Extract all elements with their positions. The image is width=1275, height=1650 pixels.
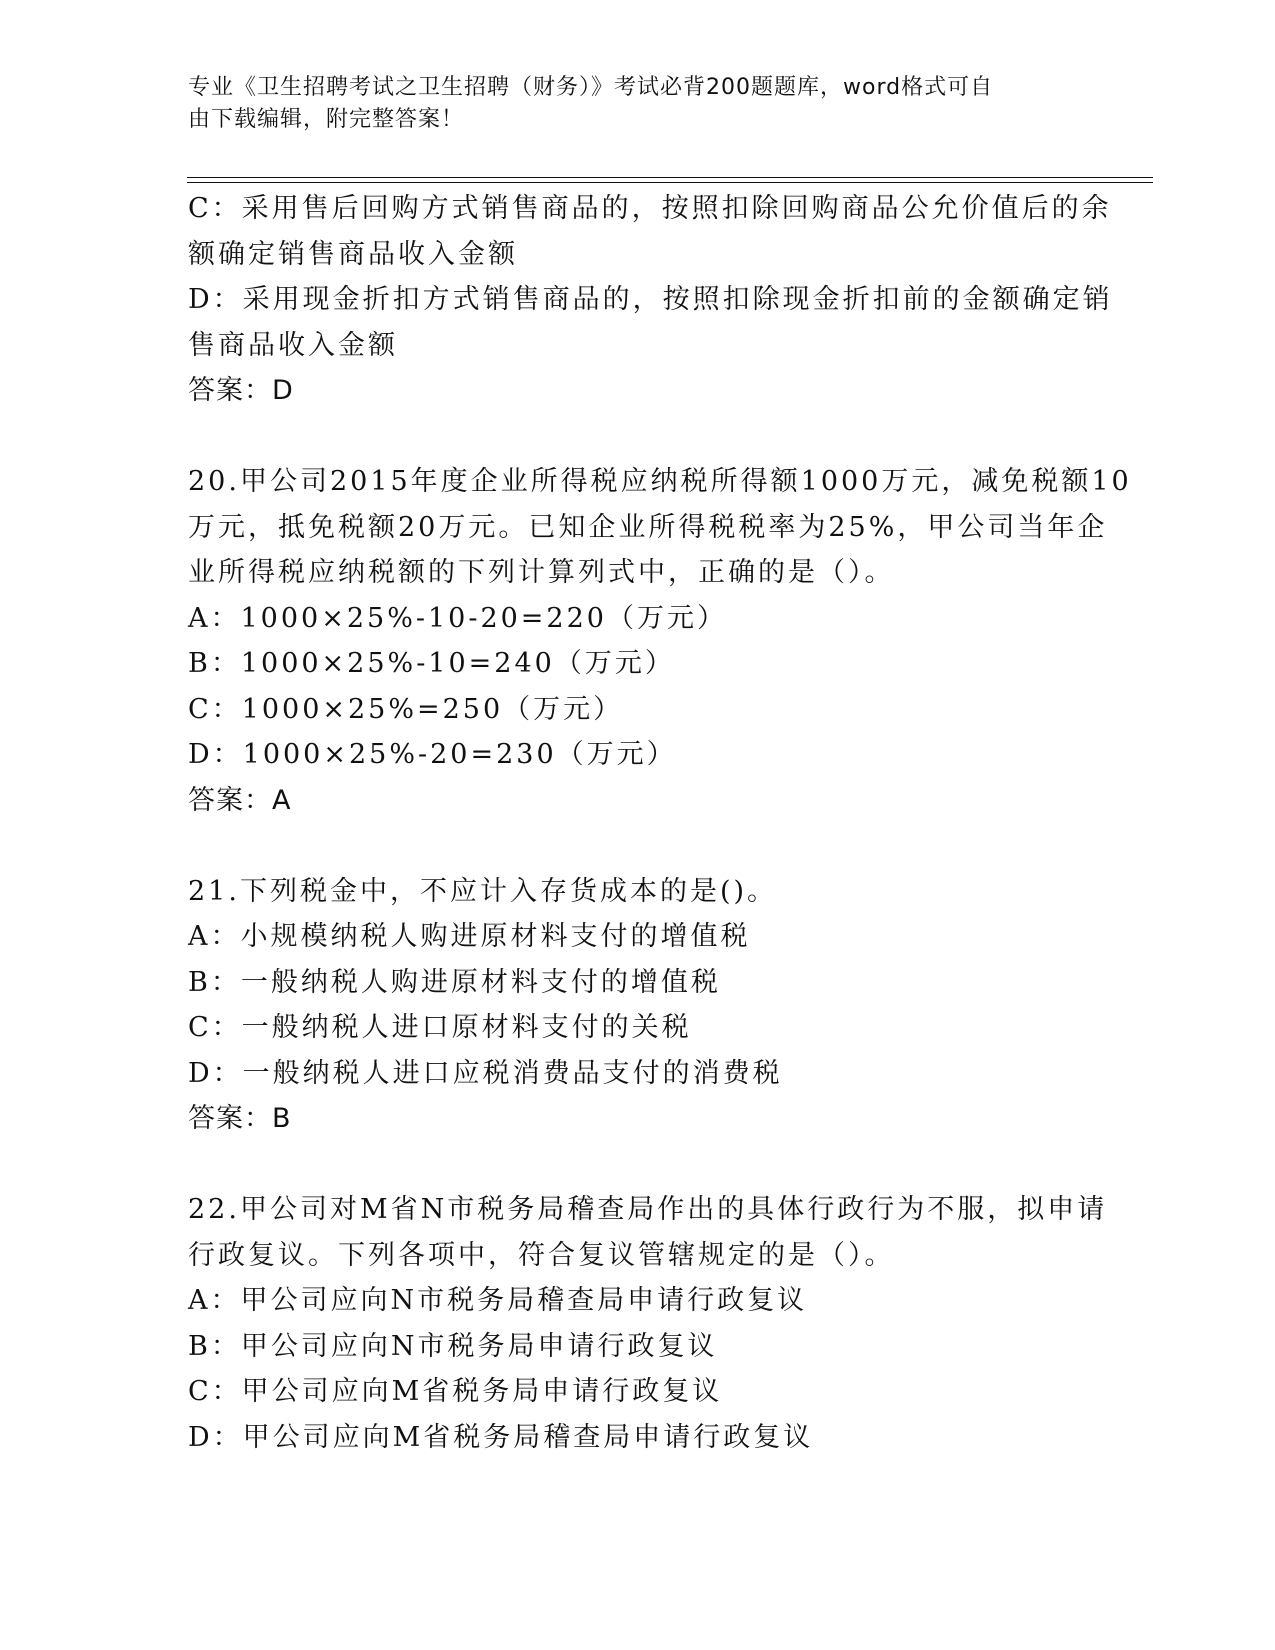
option-b: B：甲公司应向N市税务局申请行政复议 <box>188 1330 718 1362</box>
spacer <box>188 823 1148 869</box>
option-a: A：1000×25%-10-20=220（万元） <box>188 602 727 634</box>
header-divider-bottom <box>187 182 1153 183</box>
option-d: D：一般纳税人进口应税消费品支付的消费税 <box>188 1057 783 1089</box>
option-b: B：一般纳税人购进原材料支付的增值税 <box>188 966 721 998</box>
option-a: A：小规模纳税人购进原材料支付的增值税 <box>188 921 751 952</box>
option-d-line-1: D：采用现金折扣方式销售商品的，按照扣除现金折扣前的金额确定销 <box>188 284 1113 315</box>
option-d-line-2: 售商品收入金额 <box>188 329 398 361</box>
option-c: C：甲公司应向M省税务局申请行政复议 <box>188 1376 723 1407</box>
option-d: D：甲公司应向M省税务局稽查局申请行政复议 <box>188 1421 814 1453</box>
spacer <box>188 414 1148 460</box>
answer-line: 答案：B <box>188 1103 292 1134</box>
header-divider-top <box>187 177 1153 178</box>
question-stem-line-1: 22.甲公司对M省N市税务局稽查局作出的具体行政行为不服，拟申请 <box>188 1194 1108 1225</box>
option-c-line-2: 额确定销售商品收入金额 <box>188 238 518 270</box>
question-19-tail <box>188 186 1148 414</box>
question-stem-line-3: 业所得税应纳税额的下列计算列式中，正确的是（）。 <box>188 557 895 588</box>
header-line-1: 专业《卫生招聘考试之卫生招聘（财务）》考试必背200题题库，word格式可自 <box>188 75 994 100</box>
question-stem-line-2: 万元，抵免税额20万元。已知企业所得税税率为25%，甲公司当年企 <box>188 511 1108 543</box>
question-22 <box>188 1187 1148 1460</box>
answer-line: 答案：D <box>188 375 294 406</box>
question-stem-line-1: 20.甲公司2015年度企业所得税应纳税所得额1000万元，减免税额10 <box>188 466 1132 497</box>
question-20 <box>188 459 1148 823</box>
question-21 <box>188 869 1148 1142</box>
document-header <box>188 72 1068 136</box>
question-stem-line-2: 行政复议。下列各项中，符合复议管辖规定的是（）。 <box>188 1239 895 1271</box>
option-c: C：一般纳税人进口原材料支付的关税 <box>188 1012 692 1043</box>
answer-line: 答案：A <box>188 784 292 816</box>
header-line-2: 由下载编辑，附完整答案！ <box>188 107 465 132</box>
option-a: A：甲公司应向N市税务局稽查局申请行政复议 <box>188 1285 808 1316</box>
option-c-line-1: C：采用售后回购方式销售商品的，按照扣除回购商品公允价值后的余 <box>188 193 1112 224</box>
option-b: B：1000×25%-10=240（万元） <box>188 648 675 679</box>
document-body <box>188 186 1148 1460</box>
question-stem-line-1: 21.下列税金中，不应计入存货成本的是()。 <box>188 875 778 907</box>
spacer <box>188 1142 1148 1188</box>
option-d: D：1000×25%-20=230（万元） <box>188 739 677 770</box>
option-c: C：1000×25%=250（万元） <box>188 693 624 725</box>
